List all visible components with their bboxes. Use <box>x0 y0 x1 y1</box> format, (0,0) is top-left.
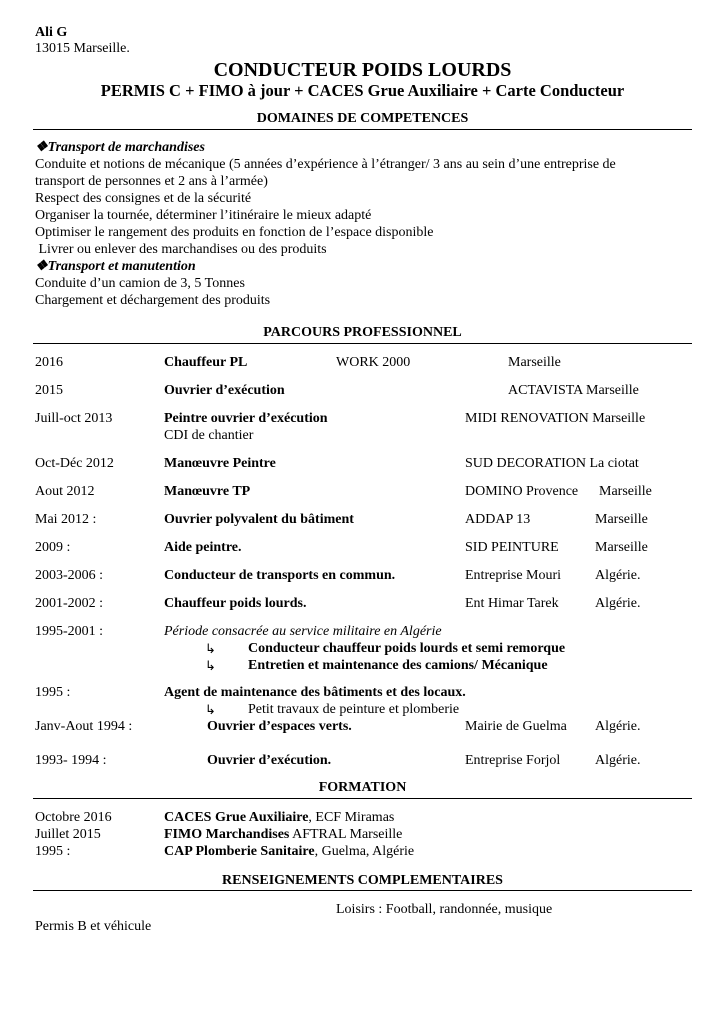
job-bullet: Entretien et maintenance des camions/ Mécanique <box>248 658 548 673</box>
diamond-bullet-icon: ❖ <box>35 140 48 155</box>
page-subtitle: PERMIS C + FIMO à jour + CACES Grue Auxiliaire + Carte Conducteur <box>100 81 625 100</box>
name: Ali G <box>35 25 68 40</box>
job-title: Peintre ouvrier d’exécution <box>164 411 328 426</box>
loisirs: Loisirs : Football, randonnée, musique <box>336 902 553 917</box>
job-title: Manœuvre Peintre <box>164 456 276 471</box>
job-date: Juill-oct 2013 <box>35 411 113 426</box>
job-employer: Entreprise Forjol <box>465 753 561 768</box>
job-title: Chauffeur poids lourds. <box>164 596 307 611</box>
divider <box>33 798 692 799</box>
job-date: Oct-Déc 2012 <box>35 456 114 471</box>
job-date: 2016 <box>35 355 63 370</box>
diamond-bullet-icon: ❖ <box>35 259 48 274</box>
job-employer: WORK 2000 <box>336 355 411 370</box>
section-heading-renseignements: RENSEIGNEMENTS COMPLEMENTAIRES <box>222 873 503 888</box>
job-city: Algérie. <box>595 568 641 583</box>
divider <box>33 890 692 891</box>
page-title: CONDUCTEUR POIDS LOURDS <box>213 59 512 81</box>
job-employer: ADDAP 13 <box>465 512 531 527</box>
list-item: Conduite et notions de mécanique (5 années d’expérience à l’étranger/ 3 ans au sein d’une entreprise de <box>35 157 616 172</box>
formation-entry: CACES Grue Auxiliaire, ECF Miramas <box>164 810 395 825</box>
job-employer: DOMINO Provence <box>465 484 579 499</box>
job-title: Ouvrier d’exécution <box>164 383 285 398</box>
formation-entry: CAP Plomberie Sanitaire, Guelma, Algérie <box>164 844 415 859</box>
job-bullet: Conducteur chauffeur poids lourds et semi remorque <box>248 641 566 656</box>
job-note: CDI de chantier <box>164 428 254 443</box>
list-item: Optimiser le rangement des produits en fonction de l’espace disponible <box>35 225 434 240</box>
section-heading-parcours: PARCOURS PROFESSIONNEL <box>263 325 462 340</box>
section-heading-formation: FORMATION <box>318 780 407 795</box>
job-title: Ouvrier d’espaces verts. <box>207 719 352 734</box>
job-date: 1995 : <box>35 685 71 700</box>
job-date: Janv-Aout 1994 : <box>35 719 133 734</box>
job-employer: SUD DECORATION La ciotat <box>465 456 639 471</box>
job-date: Aout 2012 <box>35 484 95 499</box>
job-city: Marseille <box>595 540 648 555</box>
divider <box>33 129 692 130</box>
list-item: Organiser la tournée, déterminer l’itinéraire le mieux adapté <box>35 208 372 223</box>
job-city: Algérie. <box>595 753 641 768</box>
list-item: transport de personnes et 2 ans à l’armée) <box>35 174 268 189</box>
job-date: 2009 : <box>35 540 71 555</box>
job-employer: SID PEINTURE <box>465 540 559 555</box>
job-employer: ACTAVISTA Marseille <box>508 383 639 398</box>
job-city: Marseille <box>595 512 648 527</box>
address: 13015 Marseille. <box>35 41 130 56</box>
hook-arrow-icon: ↳ <box>205 641 216 656</box>
list-item: Chargement et déchargement des produits <box>35 293 271 308</box>
formation-date: Juillet 2015 <box>35 827 101 842</box>
list-item: Conduite d’un camion de 3, 5 Tonnes <box>35 276 245 291</box>
job-title: Aide peintre. <box>164 540 242 555</box>
job-title: Ouvrier polyvalent du bâtiment <box>164 512 354 527</box>
job-date: Mai 2012 : <box>35 512 97 527</box>
job-title: Chauffeur PL <box>164 355 248 370</box>
section-heading-competences: DOMAINES DE COMPETENCES <box>256 111 469 126</box>
job-city: Algérie. <box>595 596 641 611</box>
permis: Permis B et véhicule <box>35 919 152 934</box>
formation-date: Octobre 2016 <box>35 810 112 825</box>
job-city: Marseille <box>508 355 561 370</box>
formation-entry: FIMO Marchandises AFTRAL Marseille <box>164 827 403 842</box>
job-title: Ouvrier d’exécution. <box>207 753 332 768</box>
job-title: Agent de maintenance des bâtiments et des locaux. <box>164 685 466 700</box>
job-bullet: Petit travaux de peinture et plomberie <box>248 702 460 717</box>
job-title: Manœuvre TP <box>164 484 251 499</box>
job-title: Période consacrée au service militaire en Algérie <box>164 624 442 639</box>
competence-group-title: ❖Transport et manutention <box>35 259 196 274</box>
job-date: 2003-2006 : <box>35 568 104 583</box>
job-title: Conducteur de transports en commun. <box>164 568 396 583</box>
formation-date: 1995 : <box>35 844 71 859</box>
job-date: 2015 <box>35 383 63 398</box>
job-date: 1995-2001 : <box>35 624 104 639</box>
list-item: Respect des consignes et de la sécurité <box>35 191 252 206</box>
hook-arrow-icon: ↳ <box>205 658 216 673</box>
list-item: Livrer ou enlever des marchandises ou des produits <box>35 242 327 257</box>
job-date: 2001-2002 : <box>35 596 104 611</box>
job-city: Marseille <box>599 484 652 499</box>
job-city: Algérie. <box>595 719 641 734</box>
job-date: 1993- 1994 : <box>35 753 107 768</box>
job-employer: Entreprise Mouri <box>465 568 562 583</box>
competence-group-title: ❖Transport de marchandises <box>35 140 205 155</box>
hook-arrow-icon: ↳ <box>205 702 216 717</box>
divider <box>33 343 692 344</box>
job-employer: Mairie de Guelma <box>465 719 567 734</box>
job-employer: Ent Himar Tarek <box>465 596 559 611</box>
job-employer: MIDI RENOVATION Marseille <box>465 411 646 426</box>
